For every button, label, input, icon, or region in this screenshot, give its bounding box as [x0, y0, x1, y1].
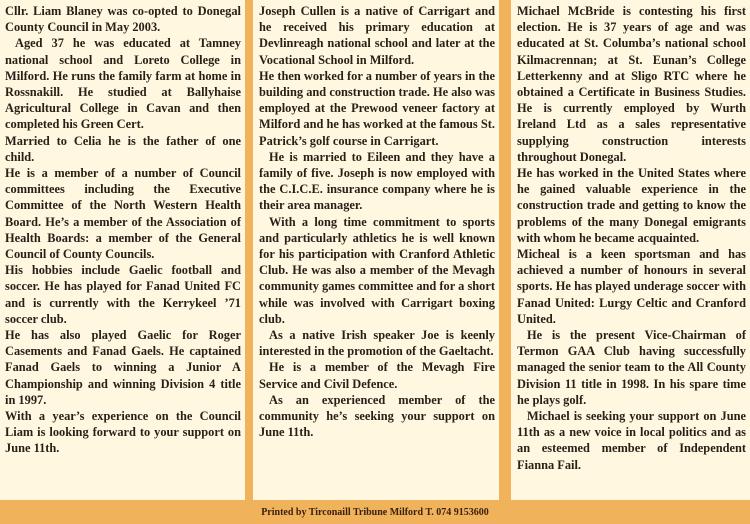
- paragraph: His hobbies include Gaelic football and soccer. He has played for Fanad United FC and is currently with the Kerrykeel ’71 soccer club.: [5, 263, 241, 326]
- paragraph: With a long time commitment to sports and particularly athletics he is well known for his participation with Cranford Athletic Club. He was also a member of the Mevagh community games committee and for a short while was involved with Carrigart boxing club.: [259, 214, 495, 326]
- printer-credit: Printed by Tirconaill Tribune Milford T. 074 9153600: [261, 507, 489, 518]
- paragraph: He then worked for a number of years in the building and construction trade. He also was employed at the Prewood veneer factory at Milford and he has worked at the famous St. Patrick’s golf course in Carrigart.: [259, 68, 495, 148]
- column-liam-blaney: [0, 0, 245, 500]
- paragraph: He is a member of a number of Council committees including the Executive Committee of the North Western Health Board. He’s a member of the Association of Health Boards: a member of the General Council of County Councils.: [5, 166, 241, 262]
- paragraph: Michael McBride is contesting his first election. He is 37 years of age and was educated at St. Columba’s national school Kilmacrennan; at St. Eunan’s College Letterkenny and at Sligo RTC where he obtained a Certificate in Business Studies. He is currently employed by Wurth Ireland Ltd as a sales representative supplying construction interests throughout Donegal.: [517, 4, 746, 164]
- paragraph: As an experienced member of the community he’s seeking your support on June 11th.: [259, 392, 495, 440]
- paragraph: With a year’s experience on the Council Liam is looking forward to your support on June 11th.: [5, 409, 241, 456]
- paragraph: As a native Irish speaker Joe is keenly interested in the promotion of the Gaeltacht.: [259, 328, 495, 359]
- paragraph: He is a member of the Mevagh Fire Service and Civil Defence.: [259, 360, 495, 391]
- paragraph: Aged 37 he was educated at Tamney national school and Loreto College in Milford. He runs the family farm at home in Rossnakill. He studied at Ballyhaise Agricultural College in Cavan and then completed his Green Cert.: [5, 36, 241, 132]
- paragraph: He is the present Vice-Chairman of Termon GAA Club having successfully managed the senior team to the All County Division 11 title in 1998. In his spare time he plays golf.: [517, 328, 746, 407]
- paragraph: He has worked in the United States where he gained valuable experience in the construction trade and getting to know the problems of the many Donegal emigrants with whom he became acquainted.: [517, 166, 746, 245]
- column-joseph-cullen: [253, 0, 499, 500]
- paragraph: Joseph Cullen is a native of Carrigart and he received his primary education at Devlinreagh national school and later at the Vocational School in Milford.: [259, 4, 495, 67]
- paragraph: Married to Celia he is the father of one child.: [5, 133, 241, 164]
- paragraph: He is married to Eileen and they have a family of five. Joseph is now employed with the C.I.C.E. insurance company where he is their area manager.: [259, 149, 495, 213]
- column-michael-mcbride: [511, 0, 750, 500]
- paragraph: Micheal is a keen sportsman and has achieved a number of honours in several sports. He has played underage soccer with Fanad United: Lurgy Celtic and Cranford United.: [517, 247, 746, 326]
- paragraph: He has also played Gaelic for Roger Casements and Fanad Gaels. He captained Fanad Gaels to winning a Junior A Championship and winning Division 4 title in 1997.: [5, 328, 241, 407]
- paragraph: Michael is seeking your support on June 11th as a new voice in local politics and as an esteemed member of Independent Fianna Fail.: [517, 409, 746, 472]
- paragraph: Cllr. Liam Blaney was co-opted to Donegal County Council in May 2003.: [5, 4, 241, 35]
